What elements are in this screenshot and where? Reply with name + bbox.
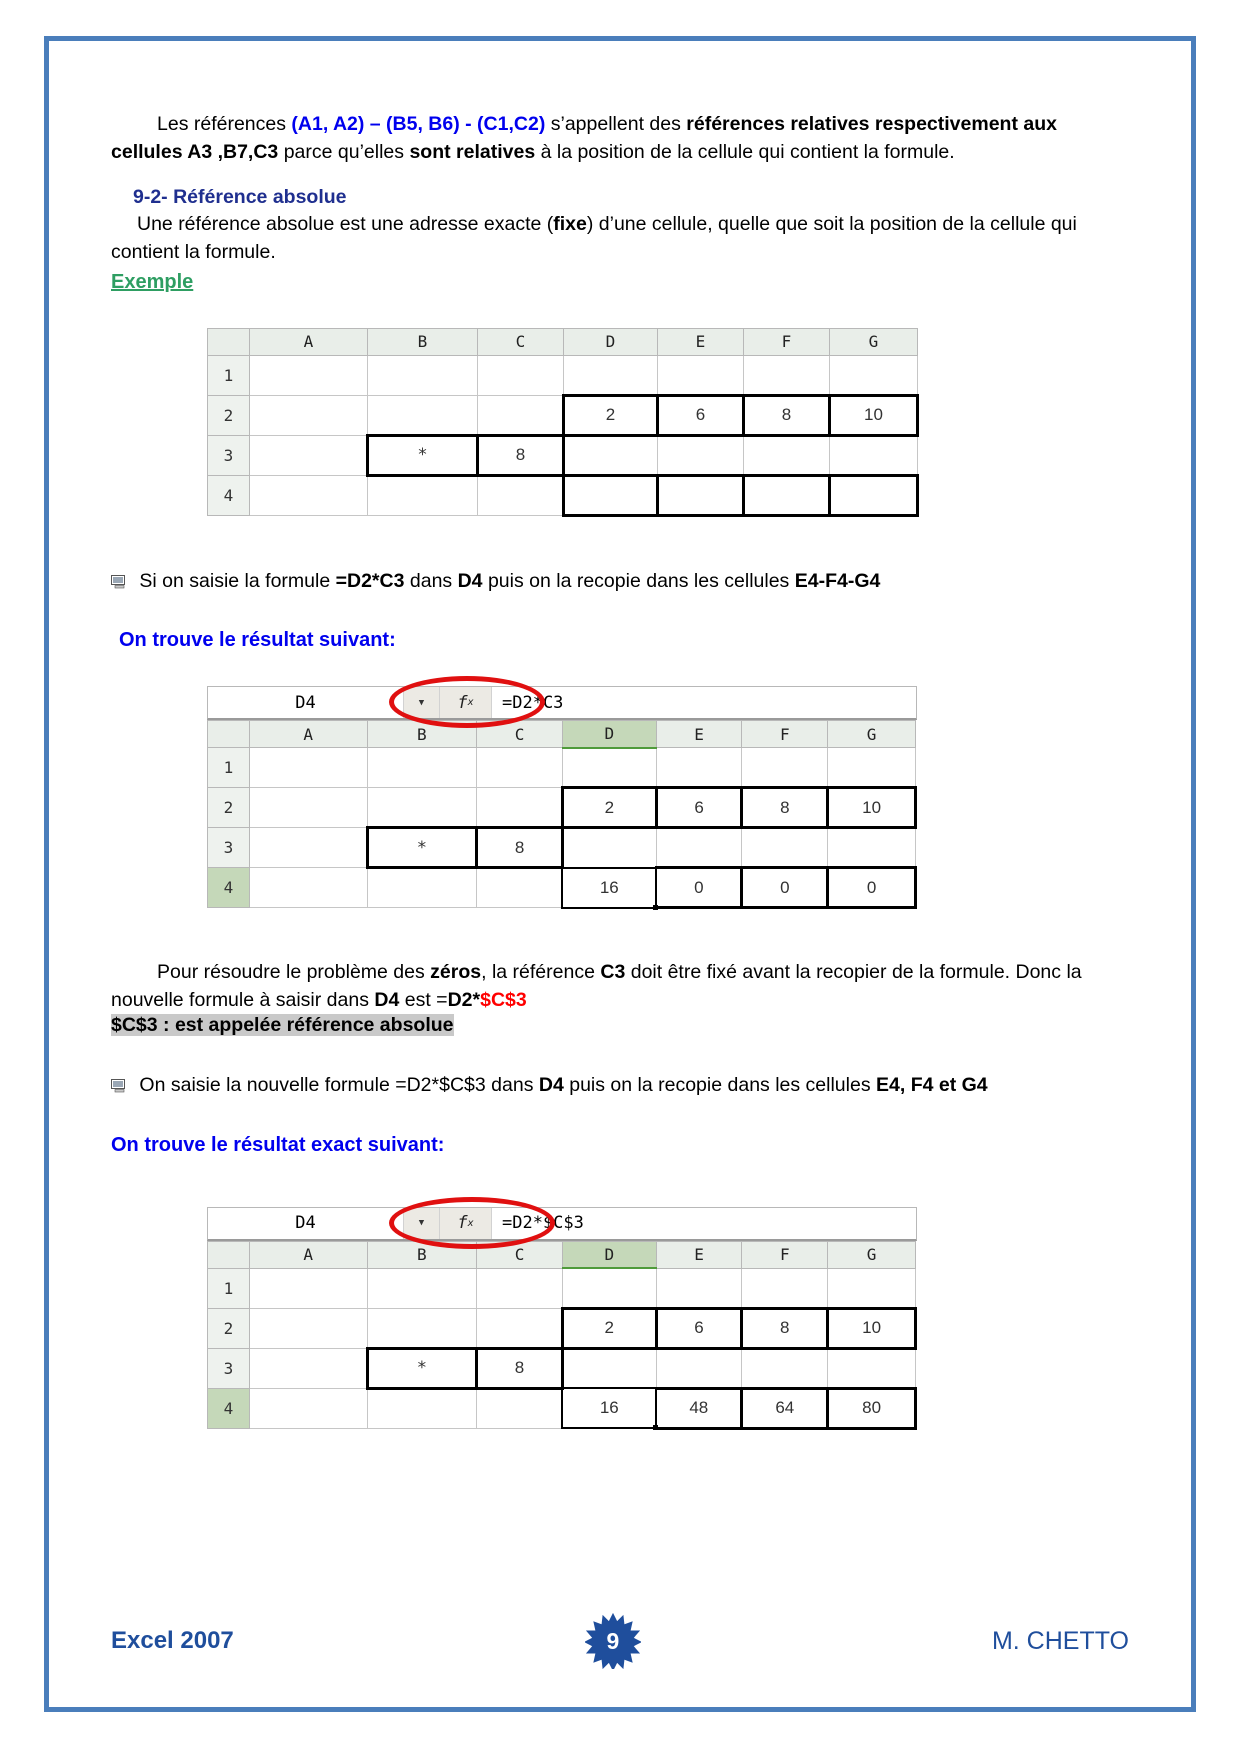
- fx-icon[interactable]: f x: [440, 1208, 492, 1239]
- table-row: [208, 748, 916, 788]
- sheet1-col-d[interactable]: D: [564, 328, 658, 355]
- sheet1-cell-e3[interactable]: [658, 435, 744, 475]
- sheet2-column-headers: [208, 721, 916, 748]
- sheet1-cell-f3[interactable]: [744, 435, 830, 475]
- sheet2-col-g[interactable]: G: [828, 721, 916, 748]
- sheet3-col-f[interactable]: F: [742, 1241, 828, 1268]
- note-1-text-1: Si on saisie la formule: [139, 569, 331, 592]
- sheet2-cell-c3[interactable]: 8: [477, 828, 563, 868]
- sheet1-col-b[interactable]: B: [368, 328, 478, 355]
- sheet2-cell-e3[interactable]: [656, 828, 742, 868]
- sheet2-cell-a1[interactable]: [249, 748, 367, 788]
- sheet3-cell-a2[interactable]: [249, 1308, 367, 1348]
- sheet1-cell-a4[interactable]: [250, 475, 368, 515]
- sheet2-cell-a4[interactable]: [249, 868, 367, 908]
- explain-bold-2: C3: [600, 961, 626, 984]
- sheet3-col-a[interactable]: A: [249, 1241, 367, 1268]
- spreadsheet-3: [207, 1207, 917, 1430]
- sheet3-table: [207, 1241, 917, 1430]
- sheet3-row-4-header[interactable]: 4: [208, 1388, 250, 1428]
- sheet2-cell-c4[interactable]: [477, 868, 563, 908]
- sheet1-cell-c3[interactable]: 8: [478, 435, 564, 475]
- sheet2-cell-a3[interactable]: [249, 828, 367, 868]
- sheet3-cell-e2[interactable]: 6: [656, 1308, 742, 1348]
- table-row: [208, 1268, 916, 1308]
- sheet2-cell-f2[interactable]: 8: [742, 788, 828, 828]
- sheet1-cell-d3[interactable]: [564, 435, 658, 475]
- table-row: [208, 1388, 916, 1428]
- sheet1-cell-a1[interactable]: [250, 355, 368, 395]
- sheet3-col-c[interactable]: C: [477, 1241, 563, 1268]
- sheet1-cell-d4[interactable]: [564, 475, 658, 515]
- sheet1-cell-c2[interactable]: [478, 395, 564, 435]
- sheet2-cell-b3[interactable]: *: [367, 828, 477, 868]
- intro-bold-1: références relatives respectivement aux cellules A3 ,B7,C3: [111, 113, 1057, 163]
- spreadsheet-2: [207, 686, 917, 909]
- sheet1-row-4-header[interactable]: 4: [208, 475, 250, 515]
- sheet2-cell-e4[interactable]: 0: [656, 868, 742, 908]
- sheet3-cell-b1[interactable]: [367, 1268, 477, 1308]
- explain-text-1: Pour résoudre le problème des: [157, 961, 425, 984]
- sheet1-cell-g2[interactable]: 10: [830, 395, 918, 435]
- page-border: [44, 36, 1196, 1712]
- explain-text-3: doit être fixé avant la recopier de la formule. Donc la nouvelle formule à saisir dans: [111, 961, 1082, 1011]
- sheet1-cell-a3[interactable]: [250, 435, 368, 475]
- fx-icon[interactable]: f x: [440, 687, 492, 718]
- section-body-1: Une référence absolue est une adresse exacte (: [137, 213, 554, 236]
- sheet1-row-1-header[interactable]: 1: [208, 355, 250, 395]
- sheet2-cell-d1[interactable]: [562, 748, 656, 788]
- sheet3-cell-d3[interactable]: [562, 1348, 656, 1388]
- table-row: [208, 475, 918, 515]
- sheet3-cell-c4[interactable]: [477, 1388, 563, 1428]
- sheet3-cell-b4[interactable]: [367, 1388, 477, 1428]
- note-1-cells: E4-F4-G4: [794, 569, 881, 592]
- sheet2-name-box[interactable]: D4: [208, 687, 404, 718]
- note-1-text-2: dans: [409, 569, 453, 592]
- sheet2-cell-b1[interactable]: [367, 748, 477, 788]
- section-body: [111, 211, 1129, 266]
- sheet3-col-g[interactable]: G: [828, 1241, 916, 1268]
- table-row: [208, 868, 916, 908]
- page-content: [49, 41, 1191, 1707]
- explain-highlight-text: $C$3 : est appelée référence absolue: [111, 1014, 454, 1037]
- sheet1-table: [207, 328, 919, 517]
- explain-highlight-line: [111, 1014, 1129, 1037]
- sheet3-cell-c2[interactable]: [477, 1308, 563, 1348]
- sheet1-col-f[interactable]: F: [744, 328, 830, 355]
- note-2: [111, 1071, 1129, 1099]
- sheet2-row-1-header[interactable]: 1: [208, 748, 250, 788]
- explain-bold-1: zéros: [430, 961, 482, 984]
- sheet3-cell-g4[interactable]: 80: [828, 1388, 916, 1428]
- page-number-badge: [585, 1613, 641, 1669]
- spreadsheet-1: [207, 328, 1129, 517]
- sheet2-cell-e1[interactable]: [656, 748, 742, 788]
- sheet3-col-b[interactable]: B: [367, 1241, 477, 1268]
- intro-refs: (A1, A2) – (B5, B6) - (C1,C2): [291, 113, 546, 135]
- sheet2-table: [207, 720, 917, 909]
- note-1-text-3: puis on la recopie dans les cellules: [487, 569, 790, 592]
- sheet1-cell-g3[interactable]: [830, 435, 918, 475]
- sheet1-cell-d2[interactable]: 2: [564, 395, 658, 435]
- computer-icon: [111, 1073, 128, 1087]
- sheet3-row-2-header[interactable]: 2: [208, 1308, 250, 1348]
- computer-icon: [111, 569, 128, 583]
- sheet3-cell-c3[interactable]: 8: [477, 1348, 563, 1388]
- section-heading: 9-2- Référence absolue: [133, 186, 347, 209]
- sheet3-col-e[interactable]: E: [656, 1241, 742, 1268]
- sheet2-cell-g1[interactable]: [828, 748, 916, 788]
- sheet3-cell-b3[interactable]: *: [367, 1348, 477, 1388]
- chevron-down-icon[interactable]: ▼: [404, 687, 440, 718]
- sheet2-cell-f4[interactable]: 0: [742, 868, 828, 908]
- sheet2-cell-g2[interactable]: 10: [828, 788, 916, 828]
- sheet2-col-c[interactable]: C: [477, 721, 563, 748]
- sheet3-row-1-header[interactable]: 1: [208, 1268, 250, 1308]
- table-row: [208, 395, 918, 435]
- sheet3-cell-g1[interactable]: [828, 1268, 916, 1308]
- section-body-2: ) d’une cellule, quelle que soit la position de la cellule qui contient la formule.: [111, 213, 1077, 264]
- intro-mid: parce qu’elles: [283, 140, 405, 163]
- sheet2-col-e[interactable]: E: [656, 721, 742, 748]
- sheet1-cell-e4[interactable]: [658, 475, 744, 515]
- sheet2-cell-c2[interactable]: [477, 788, 563, 828]
- sheet2-col-b[interactable]: B: [367, 721, 477, 748]
- sheet1-cell-a2[interactable]: [250, 395, 368, 435]
- explain-text-4: est =: [404, 988, 448, 1011]
- sheet3-cell-f2[interactable]: 8: [742, 1308, 828, 1348]
- sheet3-cell-d2[interactable]: 2: [562, 1308, 656, 1348]
- sheet3-cell-e3[interactable]: [656, 1348, 742, 1388]
- sheet1-cell-e1[interactable]: [658, 355, 744, 395]
- explain-bold-4: D2*: [447, 988, 481, 1011]
- sheet3-name-box[interactable]: D4: [208, 1208, 404, 1239]
- sheet2-col-a[interactable]: A: [249, 721, 367, 748]
- sheet1-cell-b4[interactable]: [368, 475, 478, 515]
- sheet1-col-c[interactable]: C: [478, 328, 564, 355]
- sheet2-cell-f1[interactable]: [742, 748, 828, 788]
- sheet3-cell-e1[interactable]: [656, 1268, 742, 1308]
- sheet2-cell-c1[interactable]: [477, 748, 563, 788]
- sheet3-cell-b2[interactable]: [367, 1308, 477, 1348]
- sheet1-cell-f1[interactable]: [744, 355, 830, 395]
- explain-bold-3: D4: [374, 988, 400, 1011]
- page-number: 9: [606, 1627, 620, 1654]
- sheet1-cell-d1[interactable]: [564, 355, 658, 395]
- table-row: [208, 828, 916, 868]
- explain-paragraph: [111, 959, 1129, 1014]
- result-heading-2: On trouve le résultat exact suivant:: [111, 1133, 445, 1156]
- sheet2-row-2-header[interactable]: 2: [208, 788, 250, 828]
- sheet2-cell-e2[interactable]: 6: [656, 788, 742, 828]
- sheet1-col-e[interactable]: E: [658, 328, 744, 355]
- sheet3-column-headers: [208, 1241, 916, 1268]
- note-2-cell-1: D4: [538, 1074, 564, 1097]
- sheet1-cell-c1[interactable]: [478, 355, 564, 395]
- sheet2-cell-a2[interactable]: [249, 788, 367, 828]
- sheet3-cell-e4[interactable]: 48: [656, 1388, 742, 1428]
- sheet2-cell-b2[interactable]: [367, 788, 477, 828]
- chevron-down-icon[interactable]: ▼: [404, 1208, 440, 1239]
- explain-text-2: , la référence: [481, 961, 595, 984]
- sheet2-col-f[interactable]: F: [742, 721, 828, 748]
- sheet3-cell-c1[interactable]: [477, 1268, 563, 1308]
- sheet3-corner[interactable]: [208, 1241, 250, 1268]
- sheet1-col-a[interactable]: A: [250, 328, 368, 355]
- result-heading-1: On trouve le résultat suivant:: [119, 629, 396, 652]
- intro-bold-2: sont relatives: [409, 140, 536, 163]
- sheet3-col-d[interactable]: D: [562, 1241, 656, 1268]
- sheet1-corner[interactable]: [208, 328, 250, 355]
- sheet2-cell-b4[interactable]: [367, 868, 477, 908]
- footer-left: Excel 2007: [111, 1627, 234, 1654]
- note-2-text-1: On saisie la nouvelle formule =D2*$C$3 dans: [139, 1074, 534, 1097]
- sheet1-row-2-header[interactable]: 2: [208, 395, 250, 435]
- intro-lead-1: Les références: [157, 113, 286, 135]
- sheet1-cell-b1[interactable]: [368, 355, 478, 395]
- sheet1-row-3-header[interactable]: 3: [208, 435, 250, 475]
- table-row: [208, 1308, 916, 1348]
- note-2-text-2: puis on la recopie dans les cellules: [569, 1074, 871, 1097]
- sheet1-cell-b2[interactable]: [368, 395, 478, 435]
- sheet2-cell-g4[interactable]: 0: [828, 868, 916, 908]
- sheet1-cell-f4[interactable]: [744, 475, 830, 515]
- sheet2-cell-f3[interactable]: [742, 828, 828, 868]
- sheet3-cell-g2[interactable]: 10: [828, 1308, 916, 1348]
- note-1-formula: =D2*C3: [335, 569, 405, 592]
- sheet3-cell-f4[interactable]: 64: [742, 1388, 828, 1428]
- table-row: [208, 788, 916, 828]
- sheet3-row-3-header[interactable]: 3: [208, 1348, 250, 1388]
- note-1-cell: D4: [457, 569, 483, 592]
- sheet2-formula-input[interactable]: =D2*C3: [502, 692, 564, 713]
- sheet2-row-3-header[interactable]: 3: [208, 828, 250, 868]
- example-label: Exemple: [111, 270, 194, 293]
- sheet1-cell-e2[interactable]: 6: [658, 395, 744, 435]
- sheet2-row-4-header[interactable]: 4: [208, 868, 250, 908]
- sheet1-col-g[interactable]: G: [830, 328, 918, 355]
- sheet3-cell-g3[interactable]: [828, 1348, 916, 1388]
- sheet3-formula-input[interactable]: =D2*$C$3: [502, 1213, 584, 1234]
- intro-paragraph: [111, 111, 1129, 166]
- sheet1-cell-c4[interactable]: [478, 475, 564, 515]
- sheet3-cell-d1[interactable]: [562, 1268, 656, 1308]
- section-body-bold: fixe: [553, 213, 587, 236]
- sheet3-cell-a1[interactable]: [249, 1268, 367, 1308]
- sheet2-col-d[interactable]: D: [562, 721, 656, 748]
- sheet1-cell-g4[interactable]: [830, 475, 918, 515]
- intro-lead-2: s’appellent des: [550, 113, 681, 135]
- sheet3-cell-a3[interactable]: [249, 1348, 367, 1388]
- note-2-cells: E4, F4 et G4: [876, 1074, 988, 1097]
- sheet2-cell-g3[interactable]: [828, 828, 916, 868]
- sheet3-cell-f3[interactable]: [742, 1348, 828, 1388]
- sheet1-cell-f2[interactable]: 8: [744, 395, 830, 435]
- sheet2-cell-d3[interactable]: [562, 828, 656, 868]
- footer-right: M. CHETTO: [991, 1626, 1129, 1655]
- sheet1-cell-b3[interactable]: *: [368, 435, 478, 475]
- intro-tail: à la position de la cellule qui contient la formule.: [540, 140, 955, 163]
- sheet1-column-headers: [208, 328, 918, 355]
- page-footer: [111, 1613, 1129, 1669]
- explain-red: $C$3: [480, 988, 527, 1011]
- table-row: [208, 355, 918, 395]
- table-row: [208, 1348, 916, 1388]
- sheet3-cell-d4[interactable]: 16: [562, 1388, 656, 1428]
- sheet2-formula-bar: [207, 686, 917, 720]
- sheet2-cell-d2[interactable]: 2: [562, 788, 656, 828]
- note-1: [111, 567, 1129, 595]
- sheet2-cell-d4[interactable]: 16: [562, 868, 656, 908]
- sheet3-cell-a4[interactable]: [249, 1388, 367, 1428]
- sheet2-corner[interactable]: [208, 721, 250, 748]
- sheet3-cell-f1[interactable]: [742, 1268, 828, 1308]
- sheet3-formula-bar: [207, 1207, 917, 1241]
- table-row: [208, 435, 918, 475]
- sheet1-cell-g1[interactable]: [830, 355, 918, 395]
